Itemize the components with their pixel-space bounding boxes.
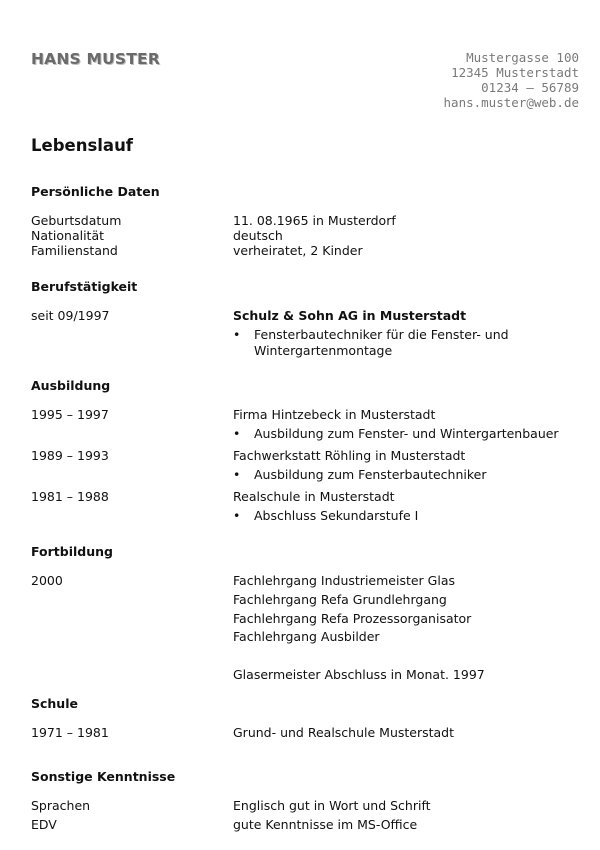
education-place: Firma Hintzebeck in Musterstadt xyxy=(233,407,436,422)
skills-label: Sprachen xyxy=(31,798,91,813)
work-bullet-text xyxy=(254,327,509,359)
work-bullet-line: Fensterbautechniker für die Fenster- und xyxy=(254,327,509,342)
training-course: Fachlehrgang Refa Prozessorganisator xyxy=(233,611,472,626)
education-place: Realschule in Musterstadt xyxy=(233,489,395,504)
bullet-icon: • xyxy=(233,508,241,523)
personal-value: deutsch xyxy=(233,228,283,243)
personal-label: Familienstand xyxy=(31,243,118,258)
address-city: 12345 Musterstadt xyxy=(451,65,579,80)
skills-value: gute Kenntnisse im MS-Office xyxy=(233,817,418,832)
work-period: seit 09/1997 xyxy=(31,308,110,323)
bullet-icon: • xyxy=(233,327,241,342)
education-period: 1989 – 1993 xyxy=(31,448,109,463)
section-heading-school: Schule xyxy=(31,696,78,711)
school-period: 1971 – 1981 xyxy=(31,725,109,740)
personal-value: 11. 08.1965 in Musterdorf xyxy=(233,213,396,228)
skills-label: EDV xyxy=(31,817,57,832)
education-detail: Abschluss Sekundarstufe I xyxy=(254,508,419,523)
training-course: Fachlehrgang Industriemeister Glas xyxy=(233,573,455,588)
address-street: Mustergasse 100 xyxy=(466,50,579,65)
education-period: 1995 – 1997 xyxy=(31,407,109,422)
training-year: 2000 xyxy=(31,573,63,588)
skills-value: Englisch gut in Wort und Schrift xyxy=(233,798,431,813)
contact-address xyxy=(444,50,579,110)
personal-label: Nationalität xyxy=(31,228,105,243)
education-detail: Ausbildung zum Fensterbautechniker xyxy=(254,467,487,482)
bullet-icon: • xyxy=(233,467,241,482)
training-course: Fachlehrgang Ausbilder xyxy=(233,629,380,644)
section-heading-skills: Sonstige Kenntnisse xyxy=(31,769,176,784)
section-heading-training: Fortbildung xyxy=(31,544,113,559)
address-email: hans.muster@web.de xyxy=(443,95,579,110)
education-period: 1981 – 1988 xyxy=(31,489,109,504)
education-detail: Ausbildung zum Fenster- und Wintergartenbauer xyxy=(254,426,559,441)
school-value: Grund- und Realschule Musterstadt xyxy=(233,725,455,740)
bullet-icon: • xyxy=(233,426,241,441)
section-heading-personal: Persönliche Daten xyxy=(31,184,160,199)
work-employer: Schulz & Sohn AG in Musterstadt xyxy=(233,308,467,323)
personal-value: verheiratet, 2 Kinder xyxy=(233,243,363,258)
training-extra: Glasermeister Abschluss in Monat. 1997 xyxy=(233,667,485,682)
education-place: Fachwerkstatt Röhling in Musterstadt xyxy=(233,448,466,463)
section-heading-education: Ausbildung xyxy=(31,378,111,393)
work-bullet-line: Wintergartenmontage xyxy=(254,343,393,358)
section-heading-work: Berufstätigkeit xyxy=(31,279,138,294)
personal-label: Geburtsdatum xyxy=(31,213,122,228)
training-course: Fachlehrgang Refa Grundlehrgang xyxy=(233,592,447,607)
address-phone: 01234 – 56789 xyxy=(481,80,579,95)
page-title: Lebenslauf xyxy=(31,136,133,155)
applicant-name: HANS MUSTER xyxy=(31,50,160,68)
